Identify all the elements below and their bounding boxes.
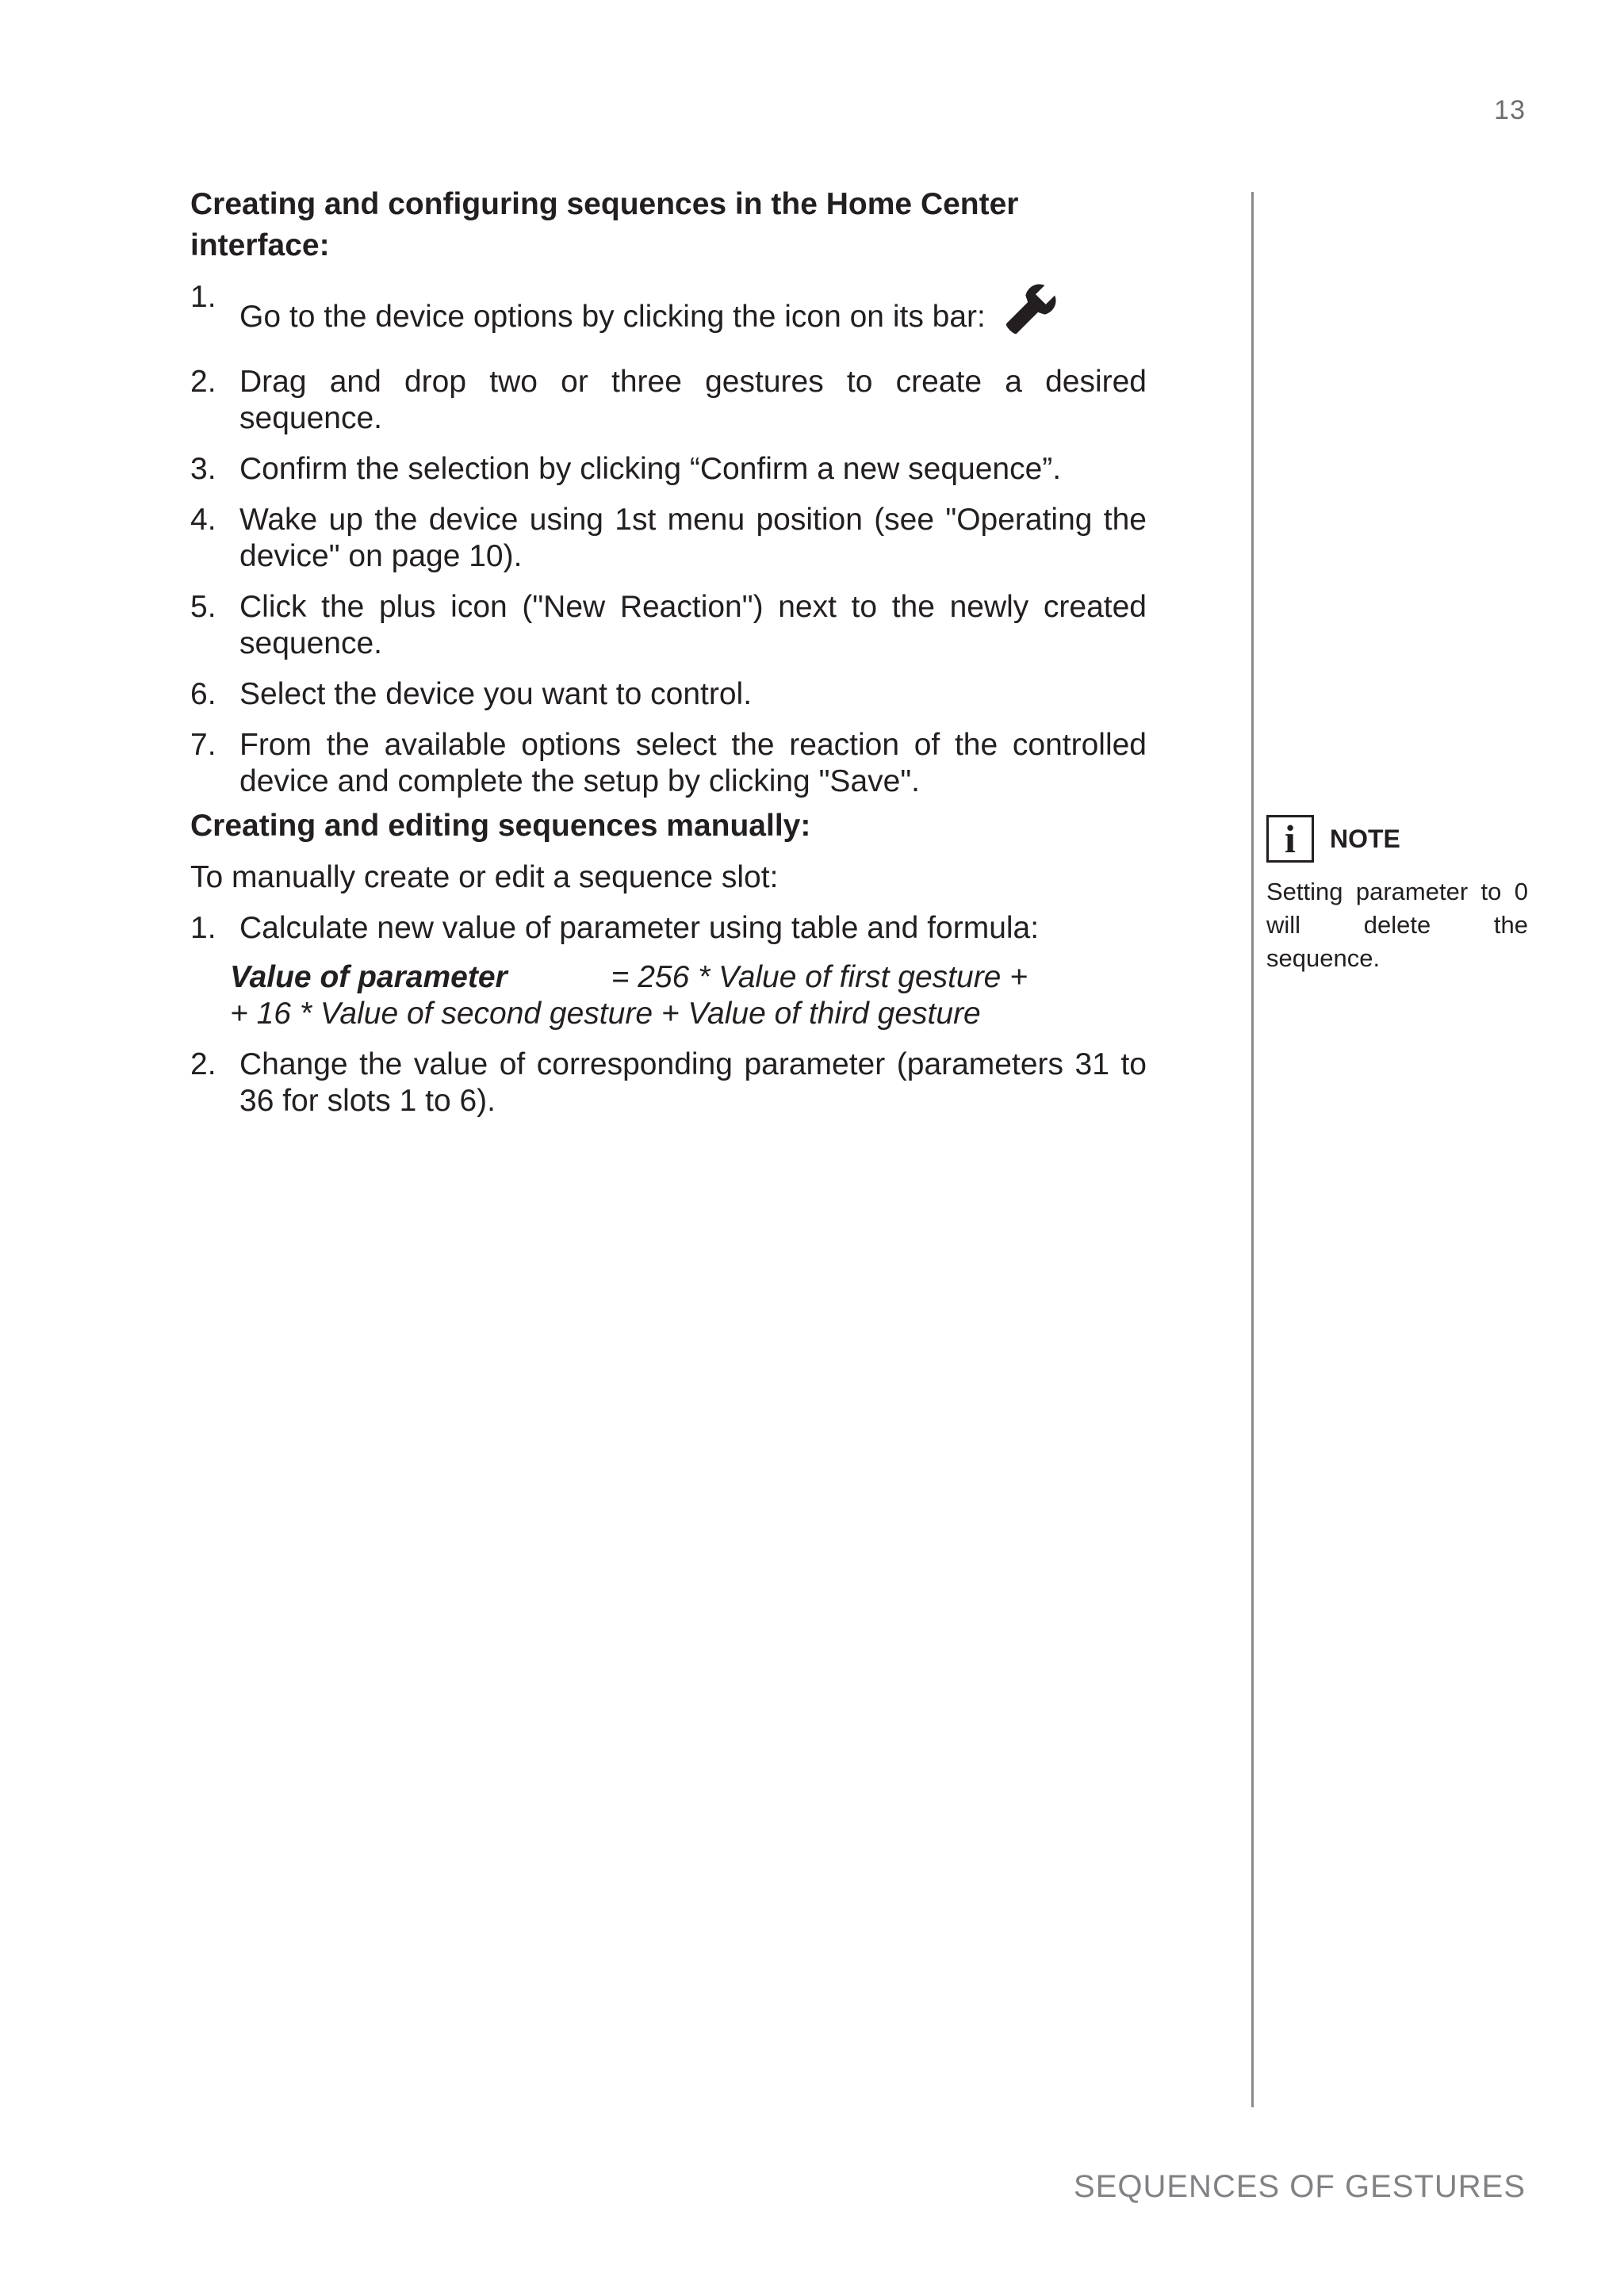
note-header bbox=[1266, 815, 1528, 863]
formula-term: Value of parameter bbox=[230, 960, 508, 994]
page-number: 13 bbox=[1494, 95, 1526, 125]
steps-list bbox=[190, 910, 1147, 947]
steps-list bbox=[190, 279, 1147, 800]
wrench-icon bbox=[999, 279, 1061, 350]
step-number: 2. bbox=[190, 365, 216, 399]
list-item bbox=[190, 727, 1147, 800]
note-text: Setting parameter to 0 will delete the sequence. bbox=[1266, 878, 1528, 972]
step-number: 5. bbox=[190, 590, 216, 624]
step-number: 7. bbox=[190, 728, 216, 762]
list-item bbox=[190, 910, 1147, 947]
section-manual bbox=[190, 806, 1147, 1134]
formula bbox=[190, 959, 1147, 1032]
list-item bbox=[190, 589, 1147, 662]
step-text: Go to the device options by clicking the icon on its bar: bbox=[239, 300, 986, 334]
formula-line-2: + 16 * Value of second gesture + Value of third gesture bbox=[230, 997, 981, 1031]
step-number: 1. bbox=[190, 280, 216, 314]
note-title: NOTE bbox=[1330, 824, 1400, 853]
step-text: Wake up the device using 1st menu position (see "Operating the device" on page 10). bbox=[239, 503, 1147, 573]
column-divider bbox=[1251, 192, 1254, 2107]
step-number: 1. bbox=[190, 911, 216, 945]
section-heading: Creating and configuring sequences in the Home Center interface: bbox=[190, 187, 1019, 262]
step-number: 2. bbox=[190, 1047, 216, 1081]
step-number: 4. bbox=[190, 503, 216, 537]
section-home-center bbox=[190, 184, 1147, 814]
step-text: Click the plus icon ("New Reaction") next to the newly created sequence. bbox=[239, 590, 1147, 660]
list-item bbox=[190, 451, 1147, 488]
section-footer: SEQUENCES OF GESTURES bbox=[1074, 2169, 1526, 2204]
step-text: Confirm the selection by clicking “Confirm a new sequence”. bbox=[239, 452, 1062, 486]
list-item bbox=[190, 1047, 1147, 1119]
step-text: Change the value of corresponding parameter (parameters 31 to 36 for slots 1 to 6). bbox=[239, 1047, 1147, 1118]
formula-expression: = 256 * Value of first gesture + bbox=[611, 960, 1028, 994]
list-item bbox=[190, 502, 1147, 575]
intro-text: To manually create or edit a sequence slot: bbox=[190, 860, 779, 894]
step-text: From the available options select the reaction of the controlled device and complete the setup by clicking "Save". bbox=[239, 728, 1147, 798]
step-number: 3. bbox=[190, 452, 216, 486]
step-text: Drag and drop two or three gestures to create a desired sequence. bbox=[239, 365, 1147, 435]
info-icon: i bbox=[1266, 815, 1314, 863]
step-number: 6. bbox=[190, 677, 216, 711]
list-item bbox=[190, 279, 1147, 350]
step-text: Calculate new value of parameter using table and formula: bbox=[239, 911, 1040, 945]
step-text: Select the device you want to control. bbox=[239, 677, 753, 711]
section-heading: Creating and editing sequences manually: bbox=[190, 809, 811, 843]
note-box bbox=[1266, 815, 1528, 975]
list-item bbox=[190, 364, 1147, 437]
list-item bbox=[190, 676, 1147, 713]
steps-list bbox=[190, 1047, 1147, 1119]
formula-line-1 bbox=[230, 959, 1028, 996]
